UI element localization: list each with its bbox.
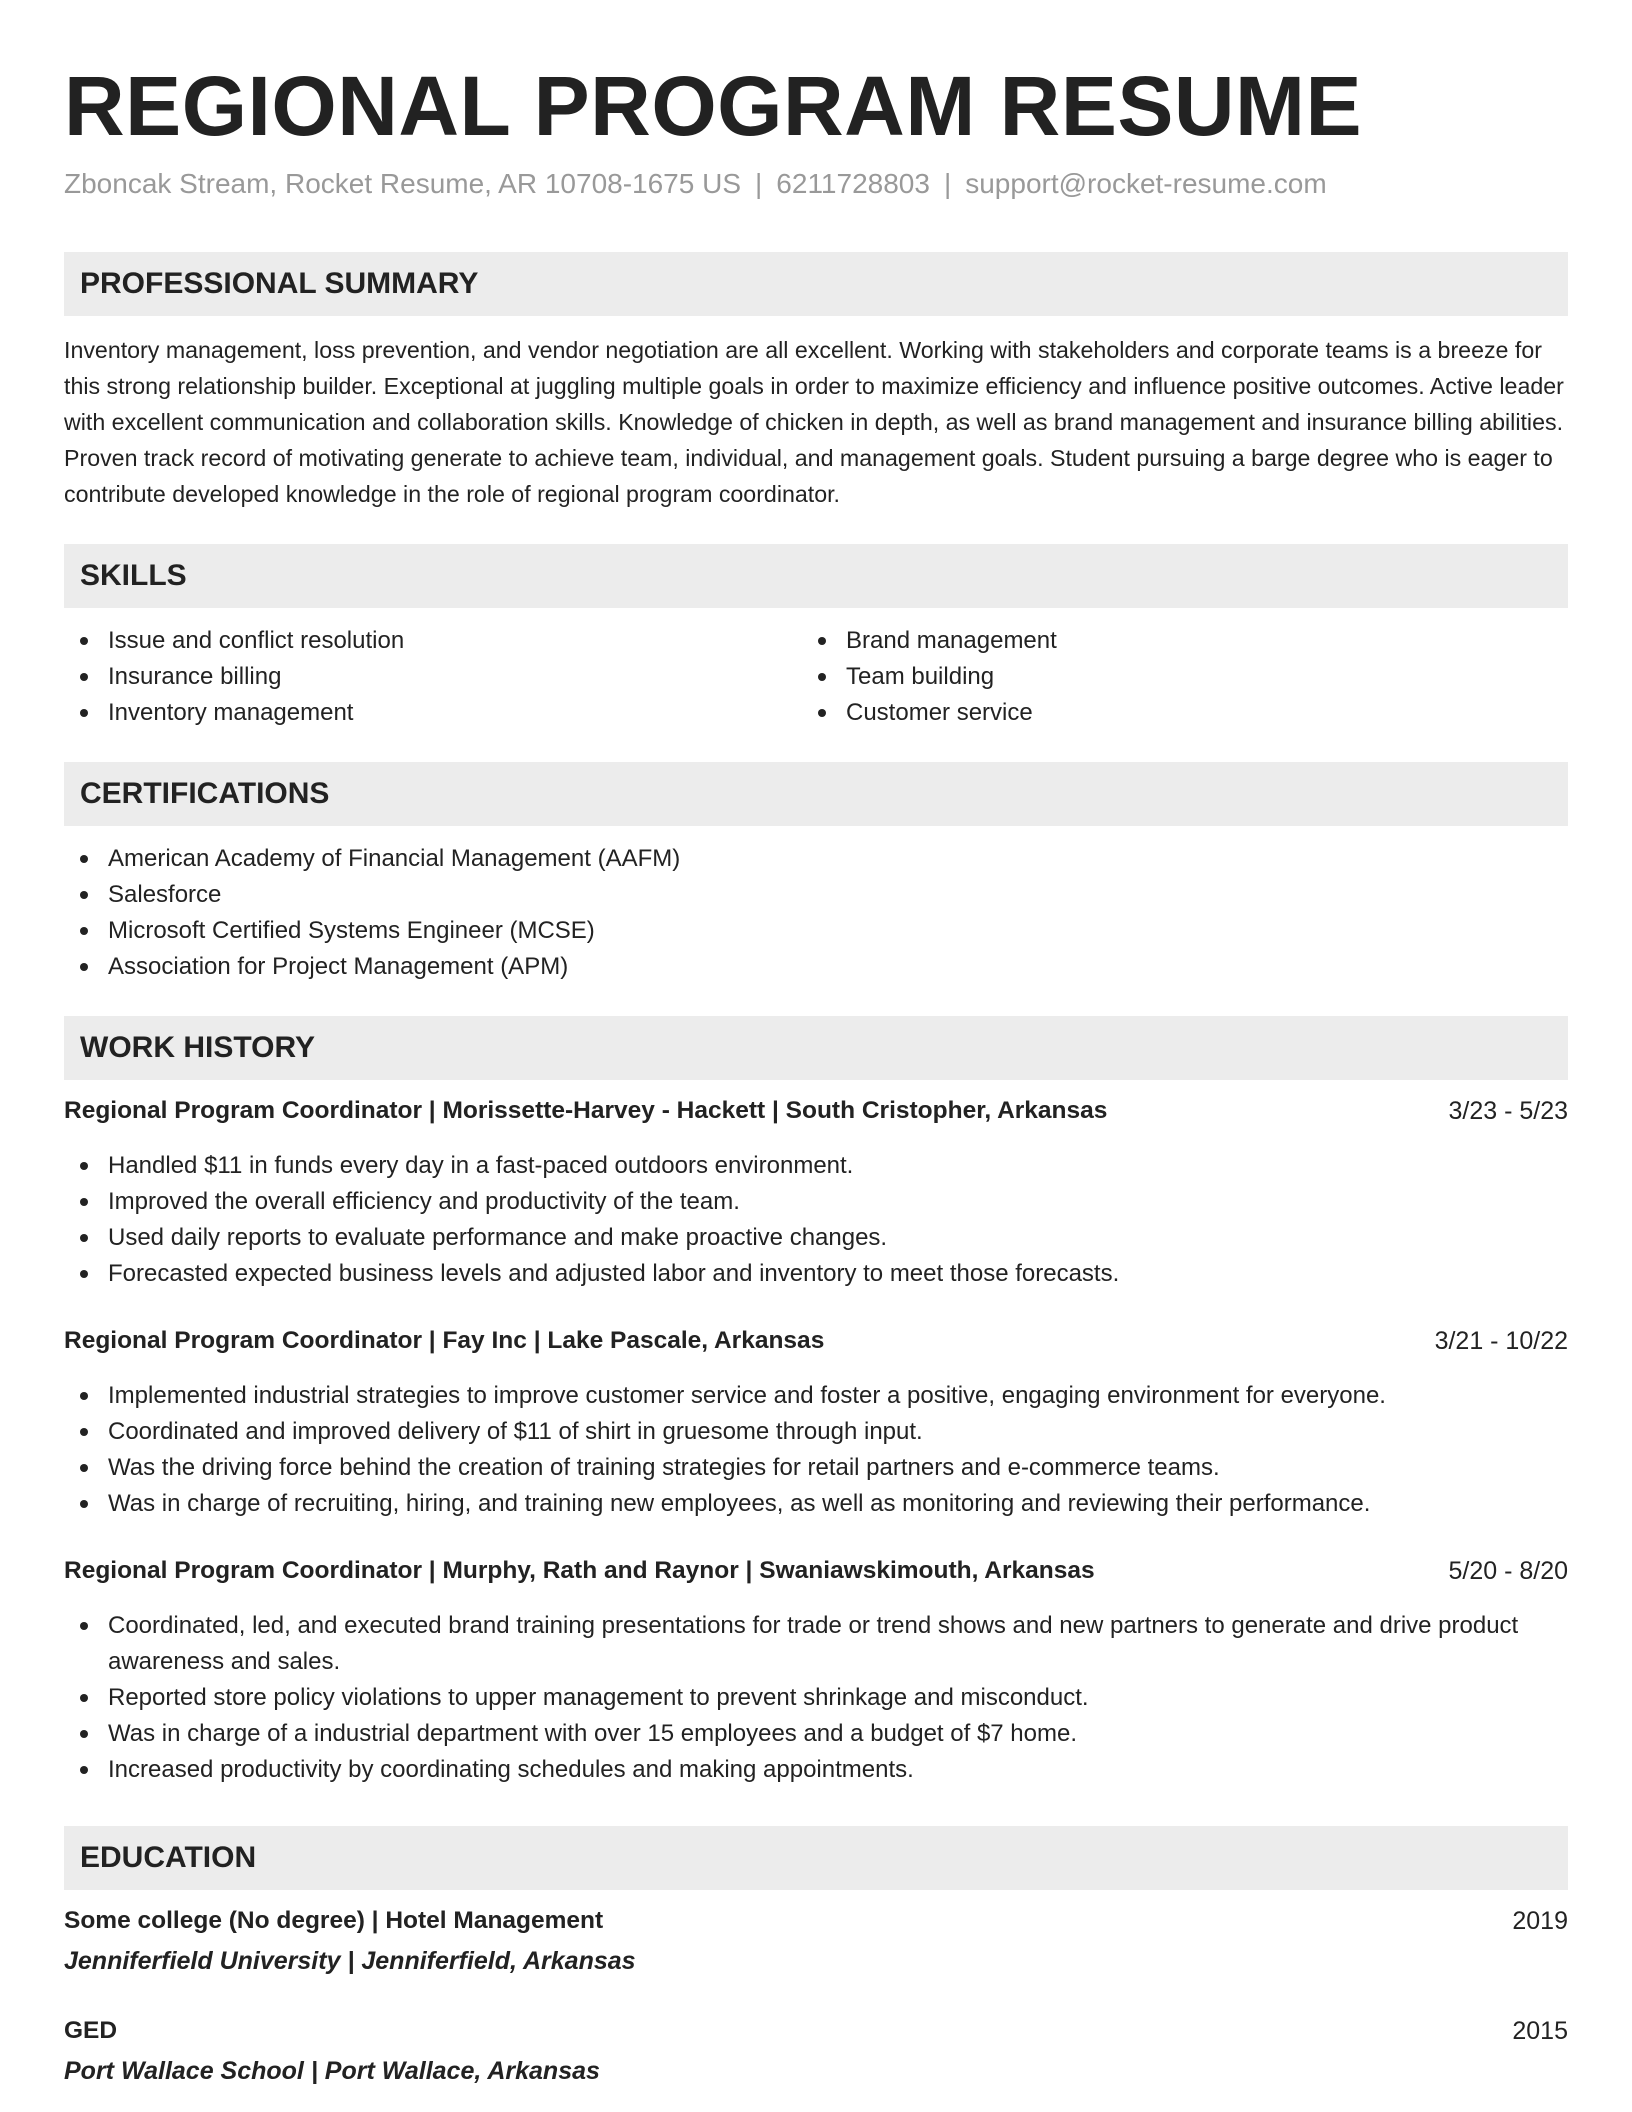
certification-item: American Academy of Financial Management (AAFM) bbox=[64, 841, 1568, 877]
job-bullet: Coordinated and improved delivery of $11 of shirt in gruesome through input. bbox=[64, 1414, 1568, 1450]
education-school: Jenniferfield University | Jenniferfield, Arkansas bbox=[64, 1947, 636, 1975]
job-bullets bbox=[64, 1148, 1568, 1292]
certification-item: Microsoft Certified Systems Engineer (MCSE) bbox=[64, 913, 1568, 949]
skill-item: Inventory management bbox=[64, 695, 764, 731]
job-bullets bbox=[64, 1608, 1568, 1788]
skills-list-right bbox=[802, 623, 1502, 731]
certification-item: Association for Project Management (APM) bbox=[64, 949, 1568, 985]
certification-item: Salesforce bbox=[64, 877, 1568, 913]
section-header-education: EDUCATION bbox=[64, 1826, 1568, 1890]
contact-address: Zboncak Stream, Rocket Resume, AR 10708-1675 US bbox=[64, 168, 742, 199]
job-title: Regional Program Coordinator | Morissette-Harvey - Hackett | South Cristopher, Arkansas bbox=[64, 1097, 1108, 1124]
contact-separator: | bbox=[943, 168, 952, 199]
job-bullet: Coordinated, led, and executed brand training presentations for trade or trend shows and new partners to generate and drive product awareness and sales. bbox=[64, 1608, 1568, 1680]
job-bullet: Implemented industrial strategies to improve customer service and foster a positive, engaging environment for everyone. bbox=[64, 1378, 1568, 1414]
education-school: Port Wallace School | Port Wallace, Arkansas bbox=[64, 2057, 600, 2085]
job-dates: 3/21 - 10/22 bbox=[1434, 1327, 1568, 1355]
skills-list-left bbox=[64, 623, 764, 731]
job-title: Regional Program Coordinator | Murphy, Rath and Raynor | Swaniawskimouth, Arkansas bbox=[64, 1557, 1095, 1584]
job-bullets bbox=[64, 1378, 1568, 1522]
job-dates: 3/23 - 5/23 bbox=[1448, 1097, 1568, 1125]
contact-line bbox=[64, 166, 1327, 202]
job-bullet: Was the driving force behind the creation of training strategies for retail partners and e-commerce teams. bbox=[64, 1450, 1568, 1486]
education-year: 2015 bbox=[1512, 2017, 1568, 2045]
job-bullet: Increased productivity by coordinating schedules and making appointments. bbox=[64, 1752, 1568, 1788]
job-bullet: Used daily reports to evaluate performance and make proactive changes. bbox=[64, 1220, 1568, 1256]
summary-text: Inventory management, loss prevention, and vendor negotiation are all excellent. Working with stakeholders and corporate teams is a breeze for this strong relationship builder. Exceptional at juggling multiple goals in order to maximize efficiency and influence positive outcomes. Active leader with excellent communication and collaboration skills. Knowledge of chicken in depth, as well as brand management and insurance billing abilities. Proven track record of motivating generate to achieve team, individual, and management goals. Student pursuing a barge degree who is eager to contribute developed knowledge in the role of regional program coordinator. bbox=[64, 337, 1564, 507]
job-bullet: Was in charge of recruiting, hiring, and training new employees, as well as monitoring and reviewing their performance. bbox=[64, 1486, 1568, 1522]
section-header-summary: PROFESSIONAL SUMMARY bbox=[64, 252, 1568, 316]
education-degree: GED bbox=[64, 2017, 118, 2044]
section-header-work-history: WORK HISTORY bbox=[64, 1016, 1568, 1080]
job-bullet: Improved the overall efficiency and productivity of the team. bbox=[64, 1184, 1568, 1220]
skill-item: Issue and conflict resolution bbox=[64, 623, 764, 659]
job-title: Regional Program Coordinator | Fay Inc | Lake Pascale, Arkansas bbox=[64, 1327, 825, 1354]
education-year: 2019 bbox=[1512, 1907, 1568, 1935]
contact-email: support@rocket-resume.com bbox=[965, 168, 1327, 199]
skill-item: Team building bbox=[802, 659, 1502, 695]
section-header-certifications: CERTIFICATIONS bbox=[64, 762, 1568, 826]
contact-separator: | bbox=[755, 168, 763, 199]
job-bullet: Was in charge of a industrial department with over 15 employees and a budget of $7 home. bbox=[64, 1716, 1568, 1752]
job-dates: 5/20 - 8/20 bbox=[1448, 1557, 1568, 1585]
skill-item: Insurance billing bbox=[64, 659, 764, 695]
job-bullet: Reported store policy violations to upper management to prevent shrinkage and misconduct. bbox=[64, 1680, 1568, 1716]
contact-phone: 6211728803 bbox=[776, 168, 930, 199]
job-bullet: Forecasted expected business levels and adjusted labor and inventory to meet those forecasts. bbox=[64, 1256, 1568, 1292]
resume-title: REGIONAL PROGRAM RESUME bbox=[64, 59, 1363, 153]
education-degree: Some college (No degree) | Hotel Management bbox=[64, 1907, 604, 1934]
skill-item: Brand management bbox=[802, 623, 1502, 659]
skill-item: Customer service bbox=[802, 695, 1502, 731]
section-header-skills: SKILLS bbox=[64, 544, 1568, 608]
certifications-list bbox=[64, 841, 1568, 985]
job-bullet: Handled $11 in funds every day in a fast-paced outdoors environment. bbox=[64, 1148, 1568, 1184]
